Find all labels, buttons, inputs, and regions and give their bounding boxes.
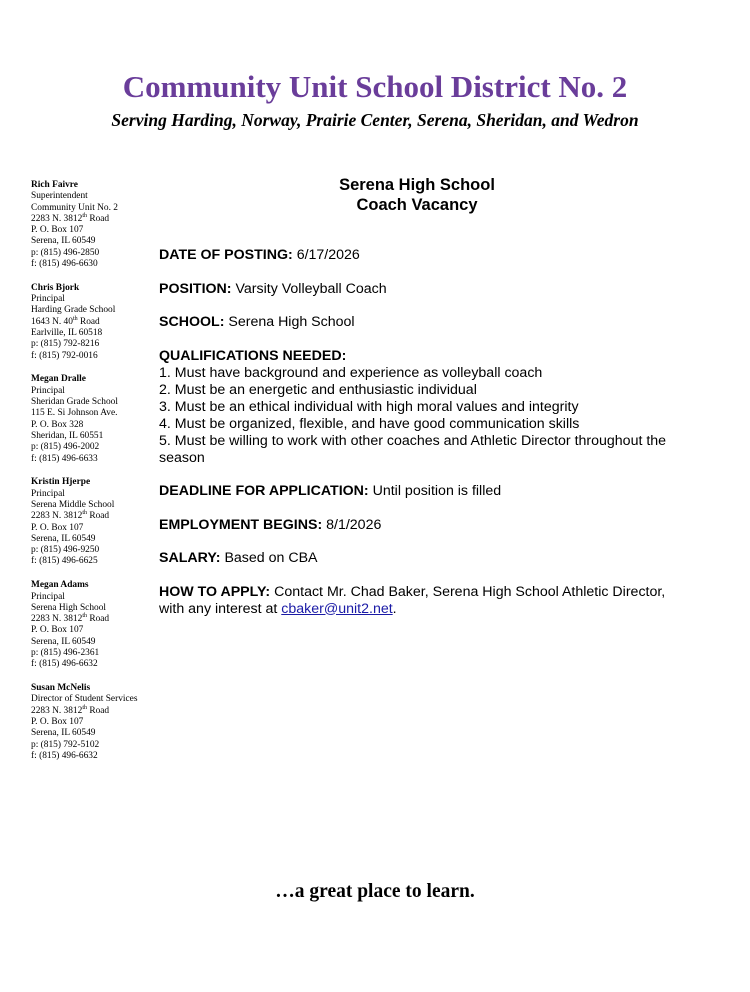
- contact-line: p: (815) 496-2850: [31, 247, 100, 258]
- date-label: DATE OF POSTING:: [159, 247, 293, 263]
- how-to-apply: [159, 584, 679, 618]
- qualification-item: 5. Must be willing to work with other coaches and Athletic Director throughout the season: [159, 432, 667, 466]
- contact-line: Principal: [31, 488, 65, 499]
- contact-line: Superintendent: [31, 191, 88, 202]
- contact-line: f: (815) 496-6630: [31, 259, 98, 270]
- salary: [159, 550, 679, 567]
- school: [159, 314, 679, 331]
- begins-label: EMPLOYMENT BEGINS:: [159, 516, 323, 533]
- contact-line: Harding Grade School: [31, 305, 116, 316]
- letterhead: [0, 68, 750, 132]
- posting-title-vacancy: Coach Vacancy: [356, 196, 478, 214]
- contact-line: Community Unit No. 2: [31, 202, 118, 213]
- apply-email-link[interactable]: cbaker@unit2.net: [281, 600, 393, 617]
- contact-line: f: (815) 496-6632: [31, 659, 98, 670]
- contact-line: Serena Middle School: [31, 499, 115, 510]
- contact-line: f: (815) 496-6633: [31, 453, 98, 464]
- salary-label: SALARY:: [159, 550, 221, 566]
- contact-block: [31, 580, 156, 670]
- begins-value: 8/1/2026: [326, 516, 382, 533]
- school-value: Serena High School: [228, 314, 355, 330]
- contact-line: P. O. Box 107: [31, 625, 84, 636]
- contact-line: p: (815) 792-5102: [31, 739, 100, 750]
- contact-block: [31, 683, 156, 762]
- contact-line: 115 E. Si Johnson Ave.: [31, 408, 118, 419]
- salary-value: Based on CBA: [224, 550, 318, 566]
- contact-line: Serena, IL 60549: [31, 728, 96, 739]
- date-value: 6/17/2026: [296, 247, 360, 263]
- contact-block: [31, 180, 156, 270]
- qualifications-label: QUALIFICATIONS NEEDED:: [159, 347, 347, 364]
- contact-line: Sheridan, IL 60551: [31, 430, 104, 441]
- contact-block: [31, 283, 156, 362]
- district-name: Community Unit School District No. 2: [122, 69, 628, 104]
- contact-line: Principal: [31, 385, 65, 396]
- position: [159, 281, 679, 298]
- contact-line: Director of Student Services: [31, 694, 138, 705]
- contact-line: p: (815) 496-9250: [31, 545, 100, 556]
- contact-name: Susan McNelis: [31, 683, 91, 694]
- contact-line: f: (815) 496-6632: [31, 750, 98, 761]
- qualification-item: 4. Must be organized, flexible, and have good communication skills: [159, 415, 580, 432]
- contact-line: P. O. Box 328: [31, 419, 84, 430]
- contact-line: p: (815) 496-2361: [31, 647, 100, 658]
- contacts-sidebar: [31, 180, 156, 775]
- contact-line: Serena, IL 60549: [31, 533, 96, 544]
- qualifications: [159, 348, 679, 467]
- contact-line: 2283 N. 3812th Road: [31, 613, 110, 625]
- contact-line: f: (815) 792-0016: [31, 350, 98, 361]
- posting-title: [159, 175, 675, 215]
- footer-tagline: …a great place to learn.: [275, 881, 475, 902]
- contact-line: Serena, IL 60549: [31, 636, 96, 647]
- contact-line: P. O. Box 107: [31, 225, 84, 236]
- contact-line: 2283 N. 3812th Road: [31, 510, 110, 522]
- contact-line: p: (815) 496-2002: [31, 442, 100, 453]
- contact-line: p: (815) 792-8216: [31, 339, 100, 350]
- contact-line: Sheridan Grade School: [31, 397, 118, 408]
- deadline-value: Until position is filled: [372, 483, 502, 499]
- contact-line: Earlville, IL 60518: [31, 328, 103, 339]
- contact-line: Serena High School: [31, 602, 106, 613]
- qualification-item: 1. Must have background and experience as volleyball coach: [159, 364, 543, 381]
- contact-line: f: (815) 496-6625: [31, 556, 98, 567]
- district-serving-line: Serving Harding, Norway, Prairie Center, Serena, Sheridan, and Wedron: [111, 110, 639, 130]
- contact-name: Rich Faivre: [31, 180, 78, 190]
- contact-line: Principal: [31, 591, 65, 602]
- school-label: SCHOOL:: [159, 314, 225, 330]
- qualification-item: 2. Must be an energetic and enthusiastic individual: [159, 381, 477, 398]
- contact-line: P. O. Box 107: [31, 716, 84, 727]
- application-deadline: [159, 483, 679, 500]
- contact-line: 2283 N. 3812th Road: [31, 704, 110, 716]
- qualification-item: 3. Must be an ethical individual with high moral values and integrity: [159, 398, 579, 415]
- contact-line: P. O. Box 107: [31, 522, 84, 533]
- contact-name: Kristin Hjerpe: [31, 477, 91, 488]
- contact-line: Serena, IL 60549: [31, 236, 96, 247]
- contact-block: [31, 374, 156, 464]
- contact-block: [31, 477, 156, 567]
- contact-line: 1643 N. 40th Road: [31, 315, 100, 327]
- position-value: Varsity Volleyball Coach: [235, 280, 387, 297]
- contact-name: Megan Adams: [31, 580, 89, 591]
- position-label: POSITION:: [159, 280, 232, 297]
- contact-line: 2283 N. 3812th Road: [31, 212, 110, 224]
- apply-end: .: [392, 600, 397, 617]
- job-posting: [159, 175, 679, 618]
- apply-text: Contact Mr. Chad Baker, Serena High School Athletic Director, with any interest at: [159, 583, 666, 617]
- employment-begins: [159, 517, 679, 534]
- posting-title-school: Serena High School: [339, 176, 495, 194]
- apply-label: HOW TO APPLY:: [159, 583, 271, 600]
- contact-line: Principal: [31, 294, 65, 305]
- date-of-posting: [159, 247, 679, 264]
- contact-name: Megan Dralle: [31, 374, 86, 385]
- deadline-label: DEADLINE FOR APPLICATION:: [159, 483, 369, 499]
- contact-name: Chris Bjork: [31, 282, 80, 293]
